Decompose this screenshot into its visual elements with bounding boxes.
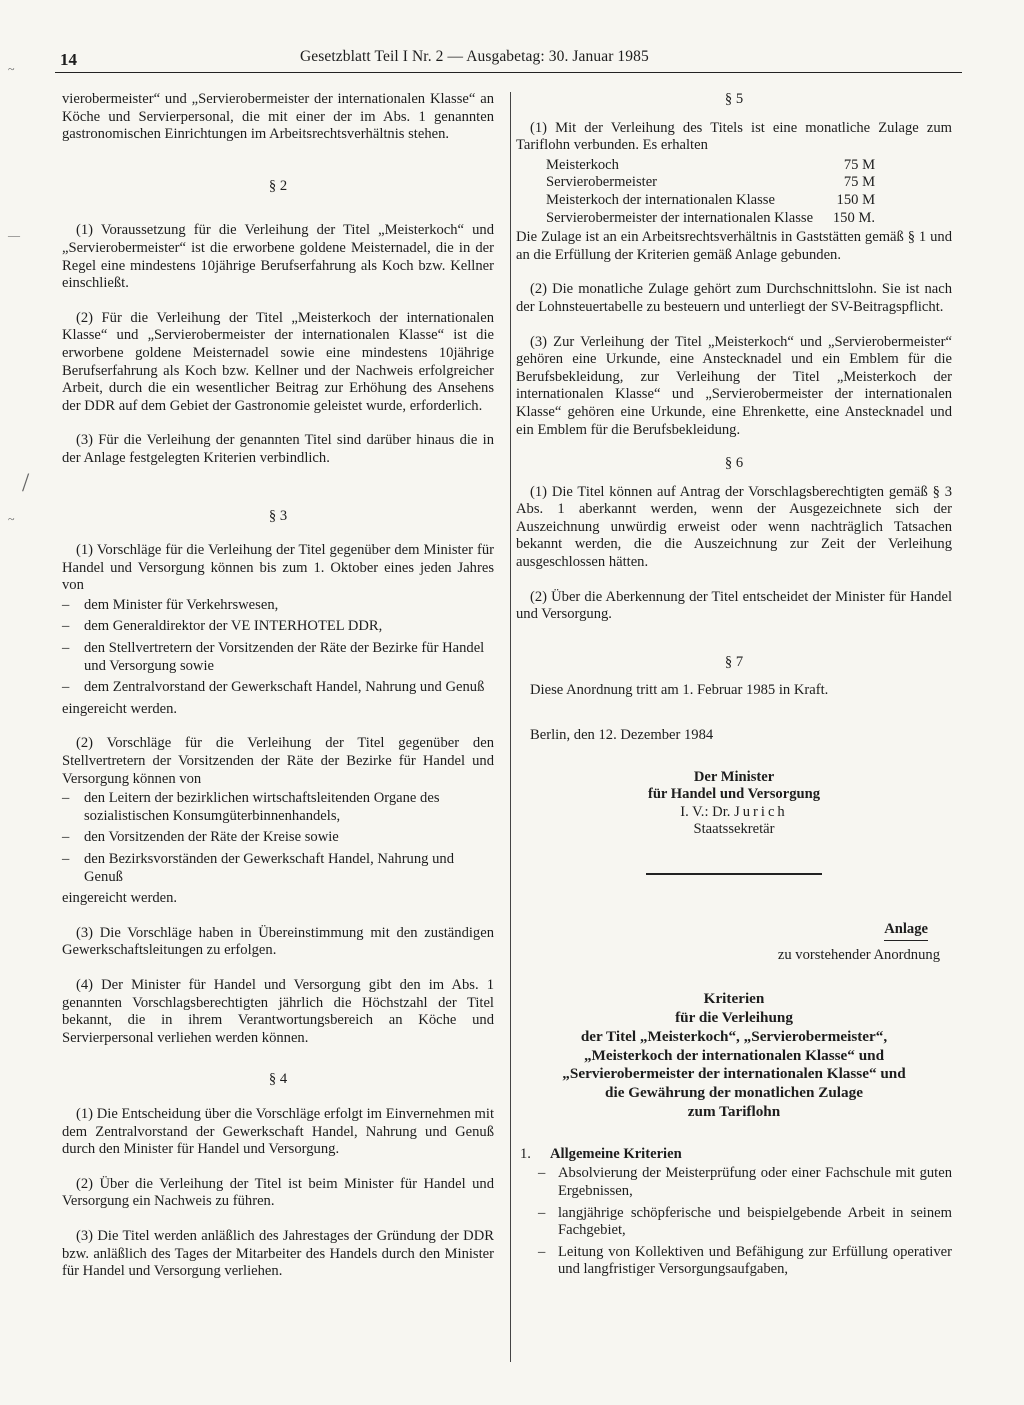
left-column <box>62 91 494 1281</box>
annex-subtitle: zu vorstehender Anordnung <box>777 946 940 963</box>
table-cell-title: Meisterkoch <box>546 156 619 173</box>
criteria-section-number: 1. <box>520 1145 531 1162</box>
table-row <box>546 157 875 175</box>
s3-list-1 <box>62 597 494 697</box>
list-item: – den Vorsitzenden der Räte der Kreise sowie <box>62 829 494 847</box>
header-rule <box>55 72 962 73</box>
criteria-list <box>538 1165 952 1279</box>
section-4-title: § 4 <box>268 1071 288 1088</box>
list-item: – den Bezirksvorständen der Gewerkschaft Handel, Nahrung und Genuß <box>62 851 494 886</box>
s2-paragraph-1: (1) Voraussetzung für die Verleihung der Titel „Meisterkoch“ und „Servierobermeister“ ist die erworbene goldene Meisternadel, die in der Regel eine mindestens 10jährige Berufserfahrung als Koch bzw. Kellner einschließt. <box>62 222 494 292</box>
allowance-table <box>546 157 875 227</box>
list-item: – Absolvierung der Meisterprüfung oder einer Fachschule mit guten Ergebnissen, <box>538 1165 952 1200</box>
section-7-title: § 7 <box>724 653 744 670</box>
annex-label: Anlage <box>884 921 928 941</box>
annex-title-line: zum Tariflohn <box>687 1102 781 1120</box>
list-item: – den Leitern der bezirklichen wirtschaftsleitenden Organe des sozialistischen Konsumgüterbinnenhandels, <box>62 790 494 825</box>
margin-mark: — <box>8 228 20 242</box>
signature-name: Jurich <box>734 803 788 820</box>
list-item: – den Stellvertretern der Vorsitzenden der Räte der Bezirke für Handel und Versorgung sowie <box>62 640 494 675</box>
section-5-title: § 5 <box>724 91 744 107</box>
s3-submitted: eingereicht werden. <box>62 700 178 717</box>
table-cell-amount: 150 M. <box>832 209 876 226</box>
table-cell-title: Meisterkoch der internationalen Klasse <box>546 191 775 208</box>
table-row <box>546 174 875 192</box>
s3-paragraph-1: (1) Vorschläge für die Verleihung der Titel gegenüber dem Minister für Handel und Versorgung können bis zum 1. Oktober eines jeden Jahres von <box>62 542 494 594</box>
margin-mark: ~ <box>8 62 15 76</box>
s3-submitted-2: eingereicht werden. <box>62 890 178 907</box>
list-item: – dem Generaldirektor der VE INTERHOTEL DDR, <box>62 618 494 636</box>
list-item: – dem Zentralvorstand der Gewerkschaft Handel, Nahrung und Genuß <box>62 679 494 697</box>
signature-block <box>516 769 952 839</box>
margin-mark: / <box>22 468 30 497</box>
section-2-title: § 2 <box>268 177 288 194</box>
section-6-title: § 6 <box>724 455 744 472</box>
annex-title-line: der Titel „Meisterkoch“, „Servierobermeister“, <box>580 1027 888 1045</box>
page-number: 14 <box>60 50 77 69</box>
signature-line-3 <box>516 804 952 822</box>
annex-title <box>516 990 952 1122</box>
table-cell-amount: 75 M <box>843 174 876 191</box>
table-row <box>546 210 875 228</box>
annex-title-line: Kriterien <box>703 990 765 1008</box>
signature-line-1: Der Minister <box>693 768 775 785</box>
right-column <box>516 91 952 1283</box>
column-divider <box>510 92 511 1362</box>
signature-rule <box>646 873 822 875</box>
table-row <box>546 192 875 210</box>
s3-paragraph-4: (4) Der Minister für Handel und Versorgung gibt den im Abs. 1 genannten Vorschlagsberechtigten jährlich die Höchstzahl der Titel bekannt, die in ihrem Verantwortungsbereich an Köche und Servierpersonal verliehen werden können. <box>62 976 494 1046</box>
list-item: – dem Minister für Verkehrswesen, <box>62 597 494 615</box>
s4-paragraph-2: (2) Über die Verleihung der Titel ist beim Minister für Handel und Versorgung ein Nachweis zu führen. <box>62 1175 494 1210</box>
s7-paragraph-1: Diese Anordnung tritt am 1. Februar 1985 in Kraft. <box>530 682 829 699</box>
s2-paragraph-3: (3) Für die Verleihung der genannten Titel sind darüber hinaus die in der Anlage festgelegten Kriterien verbindlich. <box>62 432 494 466</box>
annex-title-line: „Meisterkoch der internationalen Klasse“ und <box>583 1046 885 1064</box>
s5-paragraph-3: (3) Zur Verleihung der Titel „Meisterkoch“ und „Servierobermeister“ gehören eine Urkunde, eine Anstecknadel und ein Emblem für die Berufsbekleidung, zur Verleihung der Titel „Meisterkoch der internationalen Klasse“ und „Servierobermeister der internationalen Klasse“ gehören eine Urkunde, eine Ehrenkette, eine Anstecknadel und ein Emblem für die Berufsbekleidung. <box>516 333 952 438</box>
table-cell-title: Servierobermeister <box>546 174 658 191</box>
annex-title-line: „Servierobermeister der internationalen Klasse“ und <box>562 1065 906 1083</box>
place-date: Berlin, den 12. Dezember 1984 <box>530 727 714 744</box>
signature-line-2: für Handel und Versorgung <box>647 786 821 803</box>
intro-paragraph: vierobermeister“ und „Servierobermeister der internationalen Klasse“ an Köche und Servierpersonal, die mit einer der im Abs. 1 genannten gastronomischen Einrichtungen im Arbeitsrechtsverhältnis stehen. <box>62 91 494 143</box>
s2-paragraph-2: (2) Für die Verleihung der Titel „Meisterkoch der internationalen Klasse“ und „Servierobermeister der internationalen Klasse“ ist die erworbene goldene Meisternadel sowie eine mindestens 10jährige Berufserfahrung als Koch bzw. Kellner und der Nachweis erfolgreicher Arbeit, durch die ein wesentlicher Beitrag zur Erhöhung des Ansehens der DDR auf dem Gebiet der Gastronomie geleistet wurde, erforderlich. <box>62 309 494 414</box>
s4-paragraph-3: (3) Die Titel werden anläßlich des Jahrestages der Gründung der DDR bzw. anläßlich des Tages der Mitarbeiter des Handels durch den Minister für Handel und Versorgung verliehen. <box>62 1227 494 1280</box>
criteria-section-heading <box>516 1146 952 1164</box>
s5-paragraph-2: (2) Die monatliche Zulage gehört zum Durchschnittslohn. Sie ist nach der Lohnsteuertabelle zu besteuern und unterliegt der SV-Beitragspflicht. <box>516 281 952 315</box>
s3-paragraph-2: (2) Vorschläge für die Verleihung der Titel gegenüber den Stellvertretern der Vorsitzenden der Räte der Bezirke für Handel und Versorgung können von <box>62 735 494 787</box>
criteria-section-title: Allgemeine Kriterien <box>550 1145 682 1162</box>
signature-prefix: I. V.: Dr. <box>680 803 731 820</box>
annex-title-line: die Gewährung der monatlichen Zulage <box>605 1084 863 1102</box>
annex-title-line: für die Verleihung <box>675 1008 793 1026</box>
s5-paragraph-1: (1) Mit der Verleihung des Titels ist eine monatliche Zulage zum Tariflohn verbunden. Es erhalten <box>516 119 952 154</box>
signature-line-4: Staatssekretär <box>693 821 775 838</box>
list-item: – Leitung von Kollektiven und Befähigung zur Erfüllung operativer und langfristiger Versorgungsaufgaben, <box>538 1244 952 1279</box>
s6-paragraph-1: (1) Die Titel können auf Antrag der Vorschlagsberechtigten gemäß § 3 Abs. 1 aberkannt werden, wenn der Ausgezeichnete sich der Auszeichnung unwürdig erweist oder wenn nachträglich Tatsachen bekannt werden, die die Auszeichnung zur Zeit der Verleihung ausgeschlossen hätten. <box>516 483 952 571</box>
table-cell-amount: 75 M <box>843 156 876 173</box>
s6-paragraph-2: (2) Über die Aberkennung der Titel entscheidet der Minister für Handel und Versorgung. <box>516 588 952 623</box>
margin-mark: ~ <box>8 512 15 526</box>
s3-list-2 <box>62 790 494 886</box>
list-item: – langjährige schöpferische und beispielgebende Arbeit in seinem Fachgebiet, <box>538 1205 952 1240</box>
s5-paragraph-1b: Die Zulage ist an ein Arbeitsrechtsverhältnis in Gaststätten gemäß § 1 und an die Erfüllung der Kriterien gemäß Anlage gebunden. <box>516 229 952 263</box>
section-3-title: § 3 <box>268 507 288 524</box>
annex-header <box>516 921 952 964</box>
table-cell-amount: 150 M <box>836 191 876 208</box>
s3-paragraph-3: (3) Die Vorschläge haben in Übereinstimmung mit den zuständigen Gewerkschaftsleitungen zu erfolgen. <box>62 924 494 959</box>
running-title: Gesetzblatt Teil I Nr. 2 — Ausgabetag: 30. Januar 1985 <box>300 48 649 65</box>
table-cell-title: Servierobermeister der internationalen Klasse <box>546 209 814 226</box>
s4-paragraph-1: (1) Die Entscheidung über die Vorschläge erfolgt im Einvernehmen mit dem Zentralvorstand der Gewerkschaft Handel, Nahrung und Genuß durch den Minister für Handel und Versorgung. <box>62 1105 494 1158</box>
